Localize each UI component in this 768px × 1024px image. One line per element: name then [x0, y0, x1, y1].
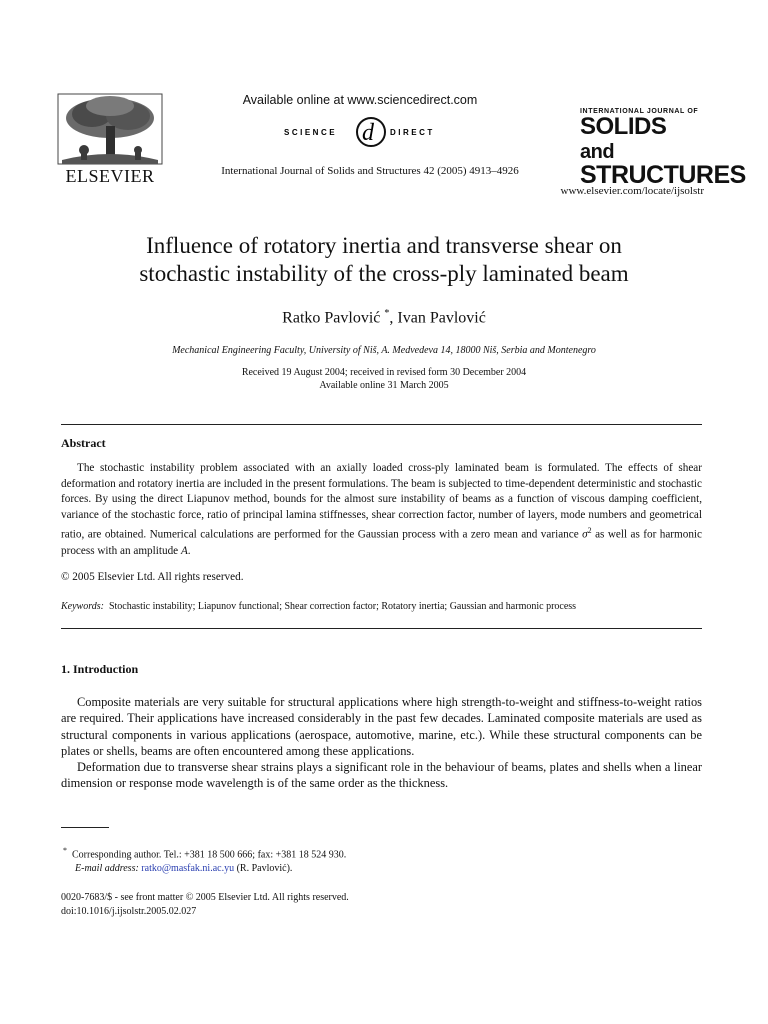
abstract-body [61, 461, 702, 559]
journal-reference: International Journal of Solids and Structures 42 (2005) 4913–4926 [221, 165, 519, 177]
footnote-mark: * [63, 846, 67, 855]
journal-url-link[interactable]: www.elsevier.com/locate/ijsolstr [560, 185, 704, 197]
corresponding-author-mark[interactable]: * [384, 308, 390, 319]
publisher-name: ELSEVIER [65, 166, 155, 186]
keywords-line [61, 601, 721, 612]
divider-bottom [61, 628, 702, 629]
email-label: E-mail address: [75, 863, 139, 875]
article-history [60, 366, 708, 392]
email-suffix: (R. Pavlović). [234, 863, 293, 875]
sigma-symbol: σ [582, 529, 588, 542]
section-heading-introduction: 1. Introduction [61, 662, 139, 676]
abstract-heading: Abstract [61, 436, 106, 450]
author-separator: , [389, 309, 398, 327]
footnote-corresponding [63, 844, 346, 862]
title-line-2: stochastic instability of the cross-ply laminated beam [139, 261, 629, 286]
title-line-1: Influence of rotatory inertia and transverse shear on [146, 233, 622, 258]
sciencedirect-logo [280, 113, 460, 153]
svg-text:d: d [362, 120, 374, 146]
keywords-label: Keywords: [61, 601, 104, 612]
article-title [60, 232, 708, 288]
abstract-text-part2: as well as for harmonic process with an amplitude [61, 529, 702, 557]
footnote-contact: Corresponding author. Tel.: +381 18 500 666; fax: +381 18 524 930. [72, 849, 347, 861]
email-link[interactable]: ratko@masfak.ni.ac.yu [141, 863, 235, 875]
introduction-body [61, 694, 702, 792]
masthead-solids: SOLIDS [580, 113, 667, 140]
journal-masthead [580, 108, 746, 189]
available-online-line: Available online at www.sciencedirect.com [242, 93, 478, 107]
available-online-date: Available online 31 March 2005 [319, 380, 449, 391]
amplitude-symbol: A [180, 544, 188, 557]
footnote-email-line [63, 862, 346, 876]
masthead-middle-line [580, 115, 705, 163]
author-2: Ivan Pavlović [397, 309, 486, 327]
abstract-copyright: © 2005 Elsevier Ltd. All rights reserved. [61, 571, 244, 583]
masthead-structures: STRUCTURES [580, 161, 746, 189]
affiliation: Mechanical Engineering Faculty, University of Niš, A. Medvedeva 14, 18000 Niš, Serbia and Montenegro [172, 345, 596, 356]
divider-top [61, 424, 702, 425]
footnote-divider [61, 827, 109, 828]
abstract-text-part3: . [187, 544, 191, 557]
footnote [63, 844, 346, 876]
abstract-text-part1: The stochastic instability problem associated with an axially loaded cross-ply laminated beam is formulated. The effects of shear deformation and rotatory inertia are included in the present formulations. The beam is subjected to time-dependent deterministic and stochastic forces. By using the direct Liapunov method, bounds for the almost sure instability of beams as a function of viscous damping coefficient, variance of the stochastic force, ratio of principal lamina stiffnesses, shear correction factor, number of layers, mode numbers and geometrical ratio, are obtained. Numerical calculations are performed for the Gaussian process with a zero mean and variance [61, 462, 702, 542]
intro-paragraph-1: Composite materials are very suitable for structural applications where high strength-to-weight and stiffness-to-weight ratios are required. Their applications have increased considerably in the past few decades. Laminated composite materials are used as structural components in various applications (aerospace, automotive, marine, etc.). While these structural components can be plates or shells, beams are often encountered among these applications. [61, 695, 702, 758]
sciencedirect-left-word: SCIENCE [284, 128, 338, 137]
keywords-text: Stochastic instability; Liapunov functional; Shear correction factor; Rotatory inertia; Gaussian and harmonic process [108, 601, 577, 612]
masthead-and: and [580, 141, 615, 163]
masthead-top-line: INTERNATIONAL JOURNAL OF [580, 108, 699, 115]
author-1: Ratko Pavlović [282, 309, 381, 327]
front-matter [61, 891, 349, 919]
doi-line[interactable]: doi:10.1016/j.ijsolstr.2005.02.027 [61, 906, 197, 917]
intro-paragraph-2: Deformation due to transverse shear strains plays a significant role in the behaviour of beams, plates and shells when a linear dimension or response mode wavelength is of the same order as the thickness. [61, 760, 702, 791]
issn-line: 0020-7683/$ - see front matter © 2005 Elsevier Ltd. All rights reserved. [61, 892, 349, 903]
sigma-exponent: 2 [587, 526, 592, 536]
sciencedirect-right-word: DIRECT [390, 128, 435, 137]
author-list [60, 308, 708, 327]
received-dates: Received 19 August 2004; received in revised form 30 December 2004 [241, 367, 527, 378]
